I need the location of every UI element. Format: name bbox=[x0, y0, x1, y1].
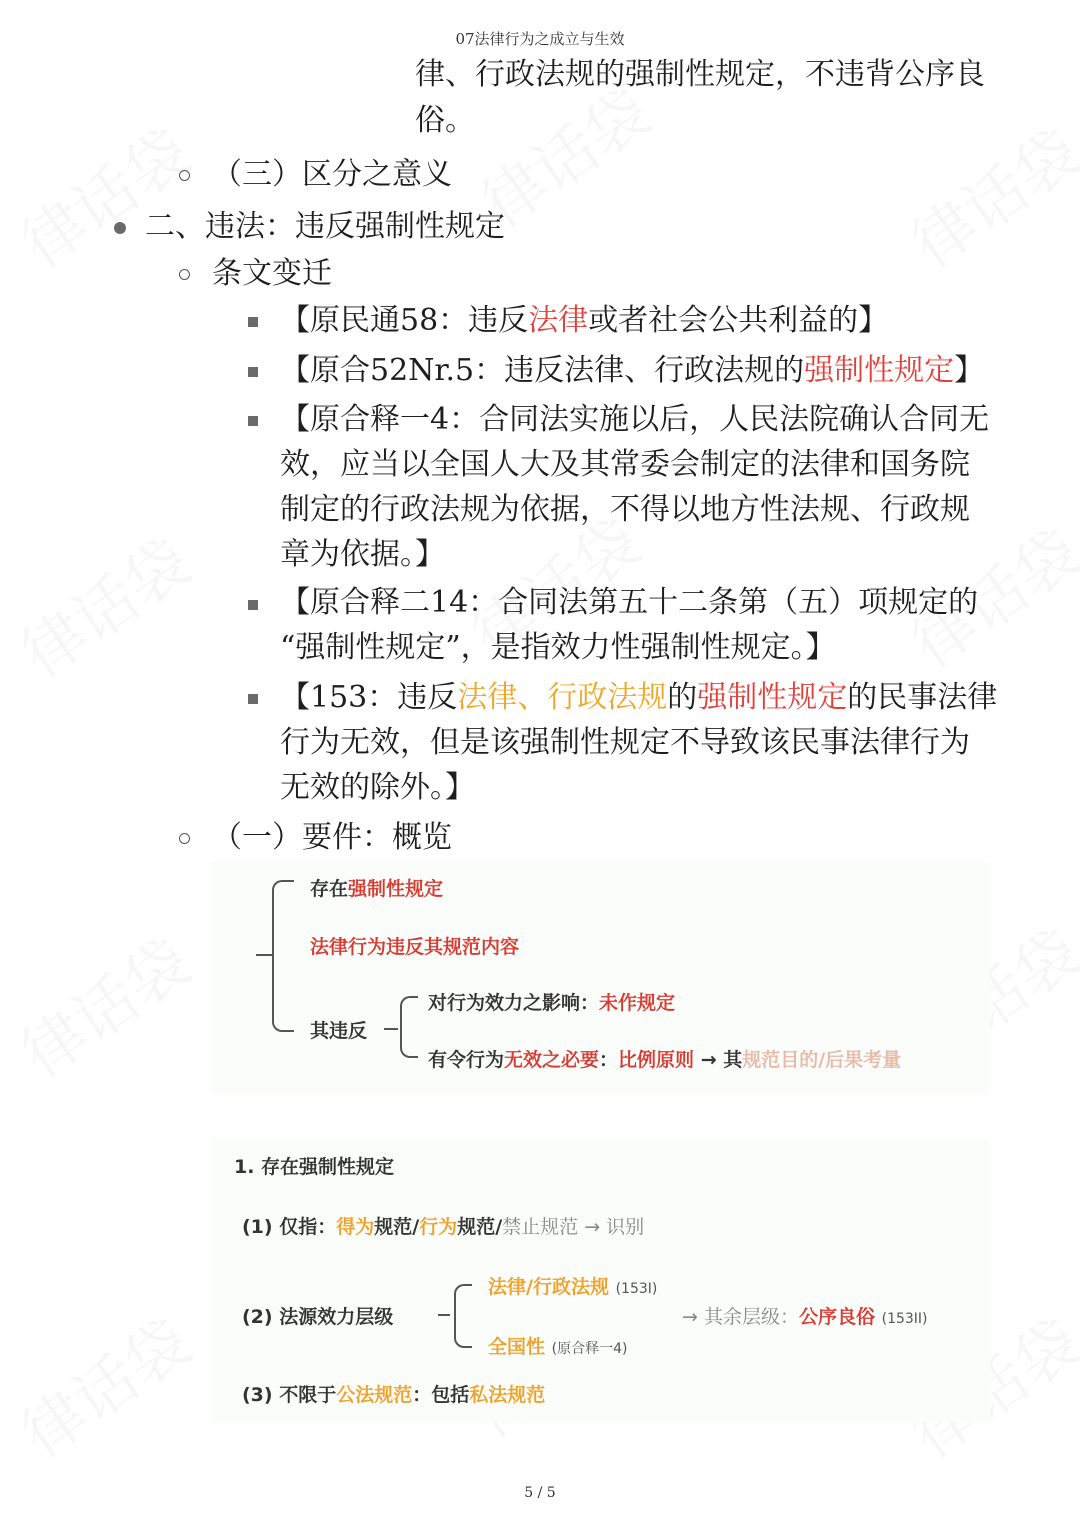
diagram-title: 1. 存在强制性规定 bbox=[234, 1156, 395, 1178]
diagram-row-1: 存在强制性规定 bbox=[310, 878, 444, 900]
requirements-overview-diagram bbox=[212, 862, 990, 1094]
diagram-point-2a: 法律/行政法规 (153I) bbox=[488, 1276, 658, 1298]
subsection-heading: 条文变迁 bbox=[212, 256, 332, 291]
continued-text-line: 俗。 bbox=[415, 103, 475, 138]
bracket-tick bbox=[256, 954, 274, 956]
circle-bullet-icon bbox=[179, 170, 190, 181]
mandatory-rule-diagram bbox=[212, 1140, 990, 1422]
diagram-point-3: (3) 不限于公法规范：包括私法规范 bbox=[242, 1384, 546, 1406]
square-bullet-icon bbox=[248, 694, 258, 704]
diagram-row-2: 法律行为违反其规范内容 bbox=[310, 936, 520, 958]
page-header-title: 07法律行为之成立与生效 bbox=[455, 30, 625, 48]
statute-item: 【原民通58：违反法律或者社会公共利益的】 bbox=[280, 303, 889, 338]
bracket bbox=[400, 996, 418, 1058]
statute-item: 【153：违反法律、行政法规的强制性规定的民事法律 bbox=[280, 680, 998, 715]
statute-item-line: “强制性规定”，是指效力性强制性规定。】 bbox=[280, 630, 836, 665]
bracket bbox=[454, 1284, 472, 1348]
square-bullet-icon bbox=[248, 416, 258, 426]
watermark bbox=[891, 105, 1080, 285]
watermark bbox=[1, 915, 204, 1095]
section-heading: （三）区分之意义 bbox=[212, 157, 452, 192]
watermark bbox=[1, 515, 204, 695]
diagram-row-4: 对行为效力之影响：未作规定 bbox=[428, 992, 676, 1014]
statute-item-line: 【原合释二14：合同法第五十二条第（五）项规定的 bbox=[280, 585, 979, 620]
diagram-point-1: (1) 仅指：得为规范/行为规范/禁止规范 → 识别 bbox=[242, 1216, 645, 1238]
statute-item-line: 无效的除外。】 bbox=[280, 770, 475, 805]
statute-item-line: 【原合释一4：合同法实施以后，人民法院确认合同无 bbox=[280, 402, 990, 437]
circle-bullet-icon bbox=[179, 833, 190, 844]
diagram-point-2: (2) 法源效力层级 bbox=[242, 1306, 394, 1328]
statute-item-line: 章为依据。】 bbox=[280, 537, 445, 572]
bracket-tick bbox=[438, 1314, 450, 1316]
diagram-point-2b: 全国性 (原合释一4) bbox=[488, 1336, 628, 1358]
statute-item-line: 效，应当以全国人大及其常委会制定的法律和国务院 bbox=[280, 447, 970, 482]
statute-item-line: 制定的行政法规为依据，不得以地方性法规、行政规 bbox=[280, 492, 970, 527]
statute-item: 【原合52Nr.5：违反法律、行政法规的强制性规定】 bbox=[280, 353, 985, 388]
bracket bbox=[272, 880, 294, 1032]
circle-bullet-icon bbox=[179, 269, 190, 280]
disc-bullet-icon bbox=[114, 222, 126, 234]
subsection-heading: （一）要件：概览 bbox=[212, 820, 452, 855]
diagram-point-2c: → 其余层级：公序良俗 (153II) bbox=[682, 1306, 928, 1328]
diagram-row-3: 其违反 bbox=[310, 1020, 368, 1042]
section-heading: 二、违法：违反强制性规定 bbox=[145, 209, 505, 244]
statute-item-line: 行为无效，但是该强制性规定不导致该民事法律行为 bbox=[280, 725, 970, 760]
square-bullet-icon bbox=[248, 367, 258, 377]
page-number: 5 / 5 bbox=[524, 1485, 556, 1501]
watermark bbox=[1, 105, 204, 285]
continued-text-line: 律、行政法规的强制性规定，不违背公序良 bbox=[415, 57, 985, 92]
diagram-row-5: 有令行为无效之必要：比例原则 → 其规范目的/后果考量 bbox=[428, 1049, 902, 1071]
square-bullet-icon bbox=[248, 317, 258, 327]
square-bullet-icon bbox=[248, 600, 258, 610]
watermark bbox=[1, 1295, 204, 1475]
bracket-tick bbox=[384, 1028, 398, 1030]
